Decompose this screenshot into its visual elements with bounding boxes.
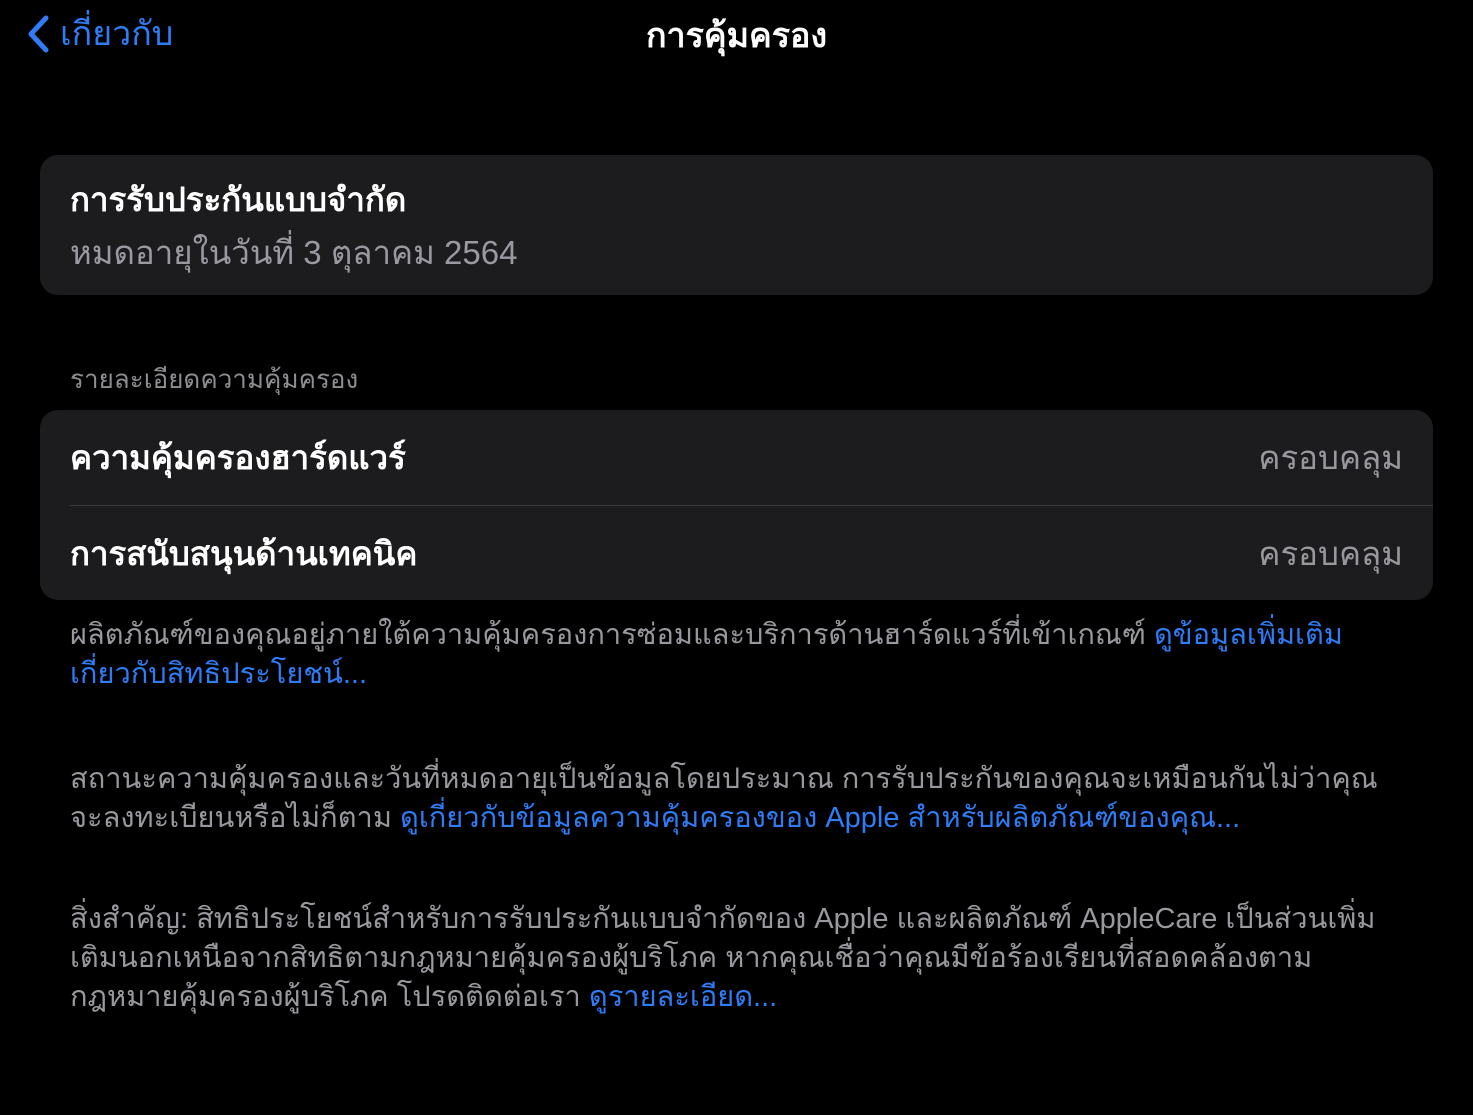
hardware-coverage-value: ครอบคลุม bbox=[1258, 439, 1403, 476]
apple-coverage-info-link[interactable]: ดูเกี่ยวกับข้อมูลความคุ้มครองของ Apple สำหรับผลิตภัณฑ์ของคุณ... bbox=[400, 802, 1241, 834]
hardware-coverage-label: ความคุ้มครองฮาร์ดแวร์ bbox=[70, 439, 406, 476]
row-hardware-coverage bbox=[40, 410, 1433, 505]
warranty-expiry-date: หมดอายุในวันที่ 3 ตุลาคม 2564 bbox=[70, 234, 518, 271]
footnote-important bbox=[70, 900, 1403, 1017]
footnote-important-text: สิ่งสำคัญ: สิทธิประโยชน์สำหรับการรับประกันแบบจำกัดของ Apple และผลิตภัณฑ์ AppleCare เป็นส่วนเพิ่มเติมนอกเหนือจากสิทธิตามกฎหมายคุ้มครองผู้บริโภค หากคุณเชื่อว่าคุณมีข้อร้องเรียนที่สอดคล้องตามกฎหมายคุ้มครองผู้บริโภค โปรดติดต่อเรา bbox=[70, 903, 1376, 1013]
back-button-label: เกี่ยวกับ bbox=[60, 15, 174, 53]
technical-support-label: การสนับสนุนด้านเทคนิค bbox=[70, 535, 418, 572]
limited-warranty-card bbox=[40, 155, 1433, 295]
footnote-hardware-coverage-text: ผลิตภัณฑ์ของคุณอยู่ภายใต้ความคุ้มครองการซ่อมและบริการด้านฮาร์ดแวร์ที่เข้าเกณฑ์ bbox=[70, 619, 1154, 651]
benefits-info-link[interactable]: ดูข้อมูลเพิ่มเติมเกี่ยวกับสิทธิประโยชน์... bbox=[70, 619, 1343, 690]
footnote-coverage-status bbox=[70, 760, 1403, 838]
see-details-link[interactable]: ดูรายละเอียด... bbox=[588, 981, 778, 1013]
page-title: การคุ้มครอง bbox=[645, 17, 828, 55]
coverage-details-card bbox=[40, 410, 1433, 600]
footnote-coverage-status-text: สถานะความคุ้มครองและวันที่หมดอายุเป็นข้อมูลโดยประมาณ การรับประกันของคุณจะเหมือนกันไม่ว่าคุณจะลงทะเบียนหรือไม่ก็ตาม bbox=[70, 763, 1378, 834]
row-technical-support bbox=[40, 506, 1433, 601]
warranty-title: การรับประกันแบบจำกัด bbox=[70, 181, 407, 218]
coverage-details-section-label: รายละเอียดความคุ้มครอง bbox=[70, 364, 359, 394]
footnote-hardware-coverage bbox=[70, 616, 1403, 694]
technical-support-value: ครอบคลุม bbox=[1258, 535, 1403, 572]
